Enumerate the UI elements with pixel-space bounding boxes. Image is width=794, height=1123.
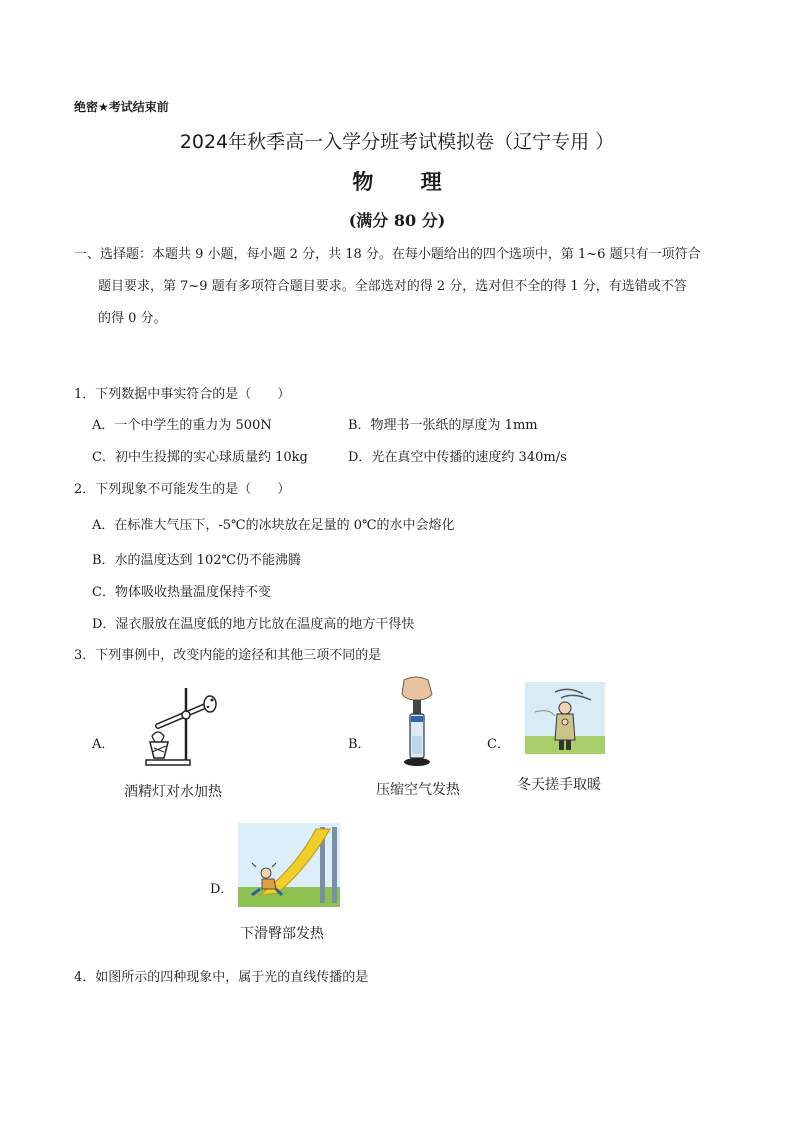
question-1-option-c: C．初中生投掷的实心球质量约 10kg [92, 450, 308, 465]
exam-title: 2024年秋季高一入学分班考试模拟卷（辽宁专用 ） [179, 131, 615, 153]
secret-label: 绝密★考试结束前 [74, 100, 169, 114]
section-instructions-line2: 题目要求，第 7~9 题有多项符合题目要求。全部选对的得 2 分，选对但不全的得 1 分，有选错或不答 [98, 279, 687, 294]
question-1-option-d: D．光在真空中传播的速度约 340m/s [348, 450, 567, 465]
question-2-option-d: D．湿衣服放在温度低的地方比放在温度高的地方干得快 [92, 617, 415, 632]
question-1-option-b: B．物理书一张纸的厚度为 1mm [348, 418, 538, 433]
question-2-option-c: C．物体吸收热量温度保持不变 [92, 585, 271, 600]
question-2-option-a: A．在标准大气压下，-5℃的冰块放在足量的 0℃的水中会熔化 [92, 518, 455, 533]
question-1-option-a: A．一个中学生的重力为 500N [92, 418, 272, 433]
question-3-option-b-caption: 压缩空气发热 [376, 782, 460, 798]
question-3-option-c-label: C． [487, 737, 510, 752]
section-instructions-line3: 的得 0 分。 [98, 311, 167, 326]
question-3-option-b-label: B． [348, 737, 371, 752]
slide-sliding-figure [238, 823, 340, 907]
subject-title: 物 理 [352, 169, 462, 194]
question-1-stem: 1．下列数据中事实符合的是（ ） [74, 387, 291, 402]
question-3-option-d-caption: 下滑臀部发热 [240, 926, 324, 942]
question-3-option-c-caption: 冬天搓手取暖 [517, 777, 601, 793]
question-2-option-b: B．水的温度达到 102℃仍不能沸腾 [92, 553, 302, 568]
question-3-option-a-label: A． [92, 737, 115, 752]
alcohol-lamp-heating-figure [138, 682, 220, 768]
question-4-stem: 4．如图所示的四种现象中，属于光的直线传播的是 [74, 970, 369, 985]
section-instructions-line1: 一、选择题：本题共 9 小题，每小题 2 分，共 18 分。在每小题给出的四个选项中，第 1~6 题只有一项符合 [74, 247, 701, 262]
total-score: (满分 80 分) [348, 211, 446, 230]
compressed-air-syringe-figure [394, 676, 440, 770]
question-2-stem: 2．下列现象不可能发生的是（ ） [74, 482, 291, 497]
question-3-option-a-caption: 酒精灯对水加热 [124, 784, 222, 800]
rubbing-hands-winter-figure [525, 682, 605, 754]
question-3-stem: 3．下列事例中，改变内能的途径和其他三项不同的是 [74, 648, 382, 663]
question-3-option-d-label: D． [210, 882, 234, 897]
